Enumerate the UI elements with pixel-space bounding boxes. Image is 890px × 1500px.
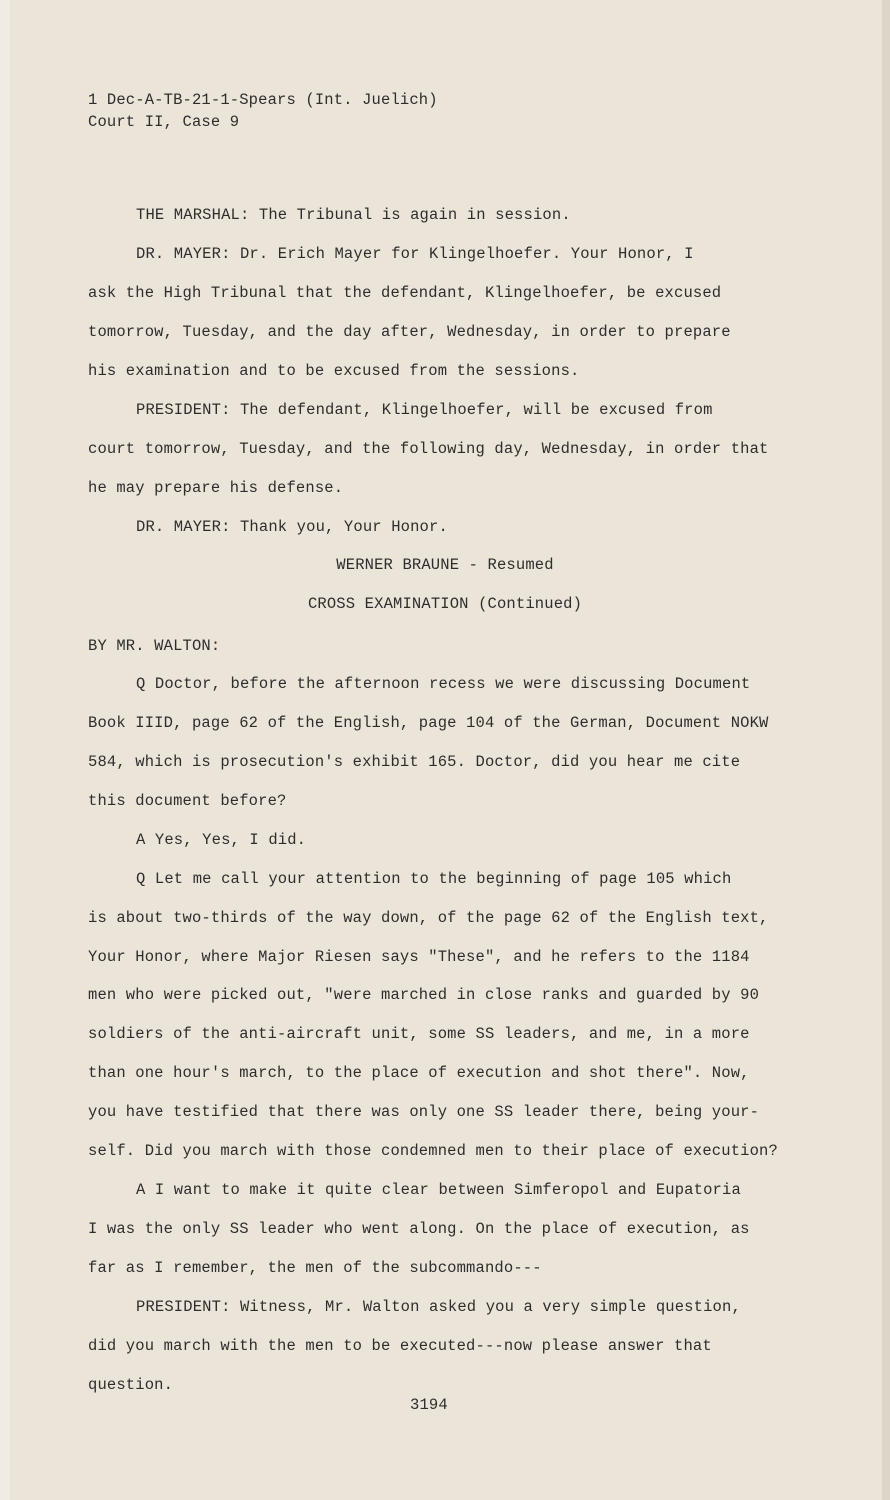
examiner-line: BY MR. WALTON:: [88, 637, 221, 655]
transcript-line: A I want to make it quite clear between Simferopol and Eupatoria: [136, 1181, 741, 1199]
transcript-line: he may prepare his defense.: [88, 479, 344, 497]
transcript-line: THE MARSHAL: The Tribunal is again in session.: [136, 206, 571, 224]
witness-heading: WERNER BRAUNE - Resumed: [336, 556, 554, 574]
transcript-line: men who were picked out, "were marched in close ranks and guarded by 90: [88, 986, 760, 1004]
examination-heading: CROSS EXAMINATION (Continued): [307, 595, 583, 613]
transcript-line: question.: [88, 1376, 174, 1394]
transcript-line: Book IIID, page 62 of the English, page 104 of the German, Document NOKW: [88, 714, 769, 732]
transcript-line: this document before?: [88, 792, 287, 810]
transcript-line: his examination and to be excused from the sessions.: [88, 362, 580, 380]
transcript-line: DR. MAYER: Dr. Erich Mayer for Klingelhoefer. Your Honor, I: [136, 245, 694, 263]
transcript-line: PRESIDENT: Witness, Mr. Walton asked you a very simple question,: [136, 1298, 741, 1316]
transcript-line: Q Doctor, before the afternoon recess we were discussing Document: [136, 675, 751, 693]
page-number: 3194: [410, 1396, 448, 1414]
page-edge-left: [0, 0, 10, 1500]
transcript-line: Your Honor, where Major Riesen says "These", and he refers to the 1184: [88, 948, 750, 966]
transcript-line: PRESIDENT: The defendant, Klingelhoefer, will be excused from: [136, 401, 713, 419]
transcript-line: than one hour's march, to the place of execution and shot there". Now,: [88, 1064, 750, 1082]
transcript-line: soldiers of the anti-aircraft unit, some SS leaders, and me, in a more: [88, 1025, 750, 1043]
transcript-line: DR. MAYER: Thank you, Your Honor.: [136, 518, 448, 536]
transcript-line: you have testified that there was only one SS leader there, being your-: [88, 1103, 760, 1121]
transcript-line: Q Let me call your attention to the beginning of page 105 which: [136, 870, 732, 888]
transcript-line: did you march with the men to be executed---now please answer that: [88, 1337, 712, 1355]
header-line-1: 1 Dec-A-TB-21-1-Spears (Int. Juelich): [88, 91, 438, 109]
transcript-line: tomorrow, Tuesday, and the day after, Wednesday, in order to prepare: [88, 323, 731, 341]
transcript-line: I was the only SS leader who went along. On the place of execution, as: [88, 1220, 750, 1238]
transcript-line: ask the High Tribunal that the defendant, Klingelhoefer, be excused: [88, 284, 722, 302]
transcript-line: far as I remember, the men of the subcommando---: [88, 1259, 542, 1277]
transcript-line: self. Did you march with those condemned men to their place of execution?: [88, 1142, 778, 1160]
transcript-line: 584, which is prosecution's exhibit 165. Doctor, did you hear me cite: [88, 753, 741, 771]
page-edge-right: [882, 0, 890, 1500]
header-line-2: Court II, Case 9: [88, 113, 240, 131]
transcript-line: is about two-thirds of the way down, of the page 62 of the English text,: [88, 909, 769, 927]
transcript-line: A Yes, Yes, I did.: [136, 831, 307, 849]
transcript-line: court tomorrow, Tuesday, and the following day, Wednesday, in order that: [88, 440, 769, 458]
